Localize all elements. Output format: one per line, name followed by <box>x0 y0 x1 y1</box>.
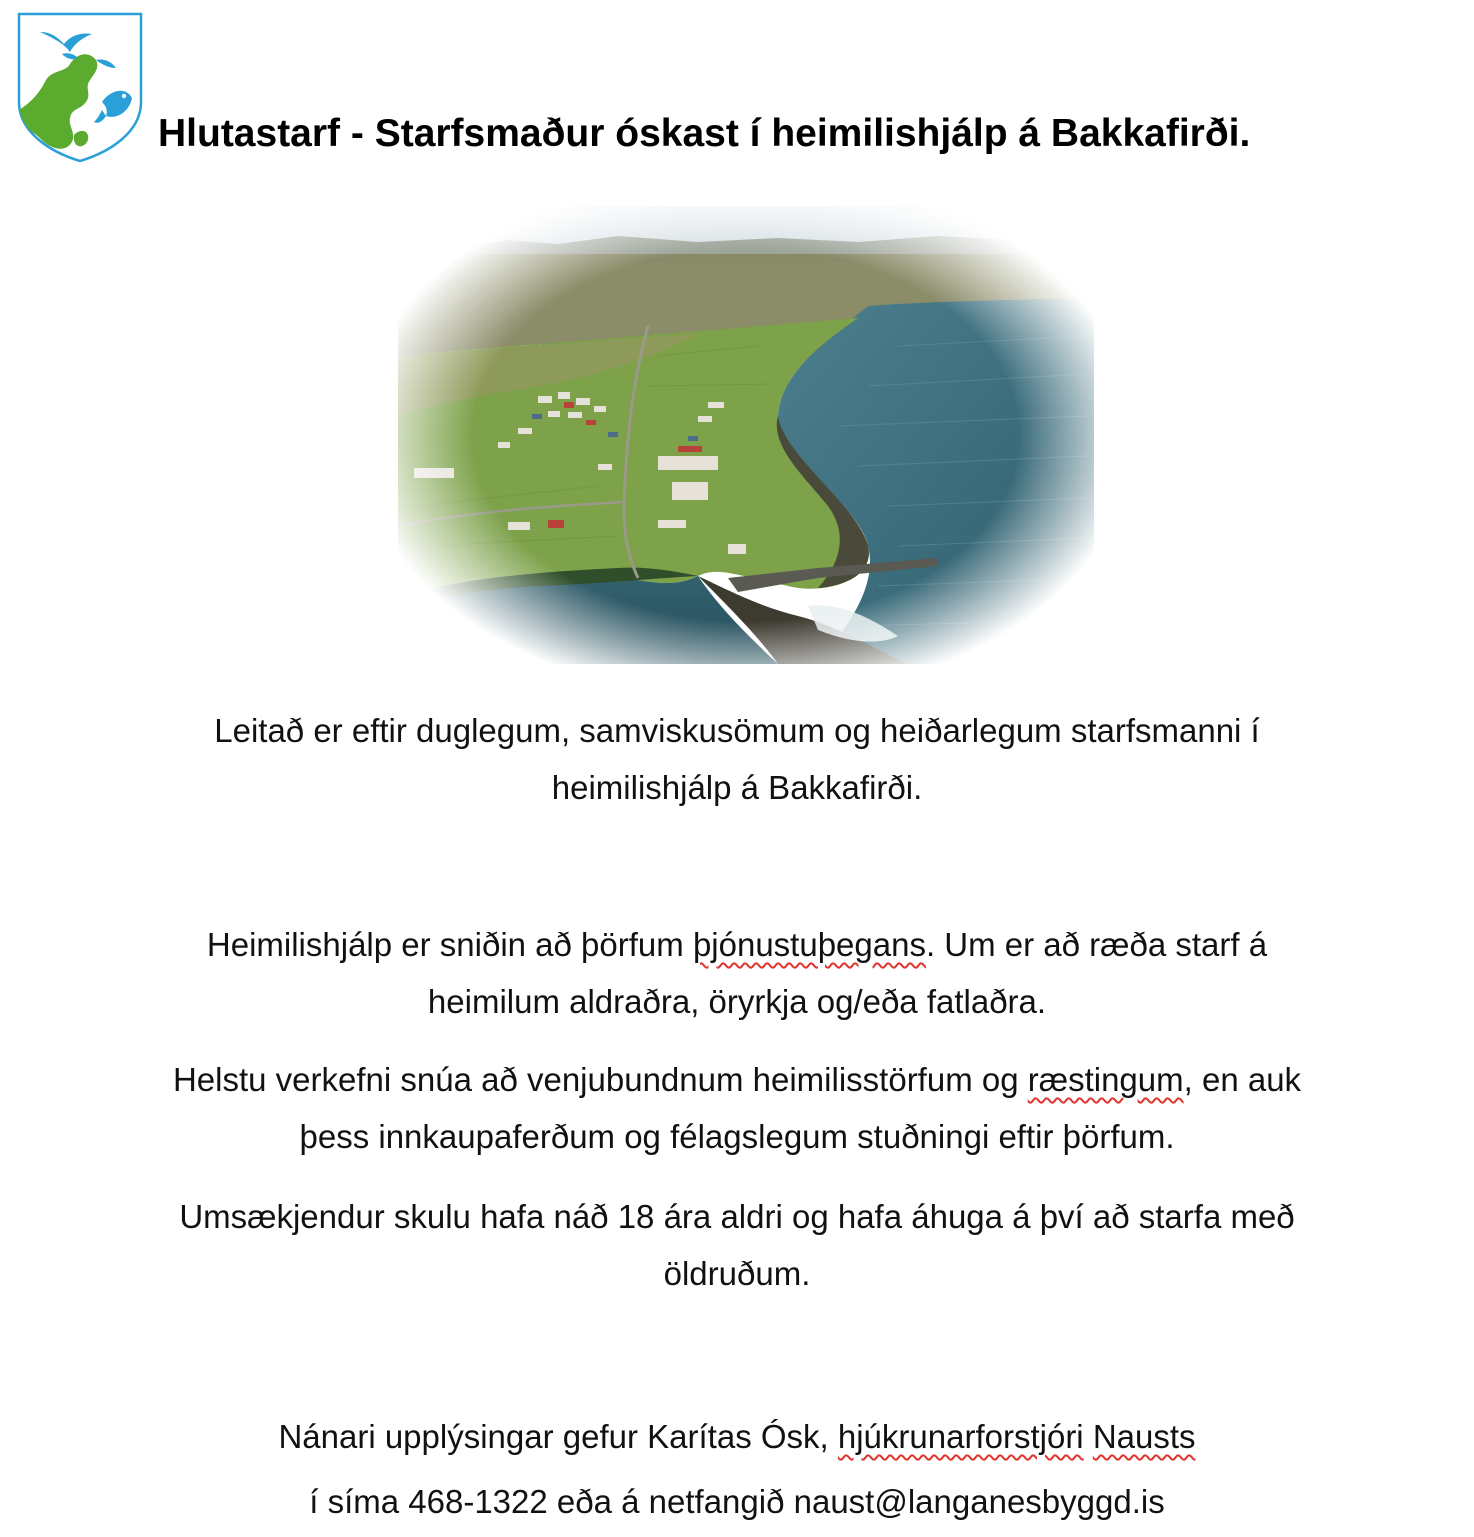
requirements-line-2: öldruðum. <box>663 1255 811 1292</box>
requirements-paragraph <box>40 1188 1434 1302</box>
contact-line-2: í síma 468-1322 eða á netfangið naust@langanesbyggd.is <box>309 1483 1165 1520</box>
municipal-shield-logo <box>14 10 146 165</box>
aerial-village-photo <box>398 206 1094 664</box>
service-paragraph <box>40 916 1434 1030</box>
intro-paragraph <box>40 702 1434 816</box>
spellcheck-word: ræstingum <box>1027 1061 1184 1098</box>
spellcheck-word: hjúkrunarforstjóri <box>837 1418 1084 1455</box>
service-text-c: . Um er að ræða starf á <box>925 926 1268 963</box>
service-line-1 <box>40 916 1434 973</box>
service-text-a: Heimilishjálp er sniðin að þörfum <box>206 926 693 963</box>
contact-text-a: Nánari upplýsingar gefur Karítas Ósk, <box>278 1418 838 1455</box>
service-line-2: heimilum aldraðra, öryrkja og/eða fatlaðra. <box>427 983 1047 1020</box>
contact-line-1 <box>40 1404 1434 1469</box>
spellcheck-word: Nausts <box>1092 1418 1196 1455</box>
contact-space <box>1084 1418 1093 1455</box>
tasks-line-2: þess innkaupaferðum og félagslegum stuðningi eftir þörfum. <box>299 1118 1175 1155</box>
intro-line-2: heimilishjálp á Bakkafirði. <box>551 769 923 806</box>
requirements-line-1: Umsækjendur skulu hafa náð 18 ára aldri og hafa áhuga á því að starfa með <box>179 1198 1295 1235</box>
tasks-text-a: Helstu verkefni snúa að venjubundnum heimilisstörfum og <box>172 1061 1028 1098</box>
tasks-paragraph <box>40 1051 1434 1165</box>
contact-paragraph <box>40 1404 1434 1534</box>
spellcheck-word: þjónustuþegans <box>692 926 926 963</box>
page-title: Hlutastarf - Starfsmaður óskast í heimilishjálp á Bakkafirði. <box>158 112 1251 155</box>
intro-line-1: Leitað er eftir duglegum, samviskusömum og heiðarlegum starfsmanni í <box>214 712 1260 749</box>
tasks-text-c: , en auk <box>1183 1061 1302 1098</box>
tasks-line-1 <box>40 1051 1434 1108</box>
